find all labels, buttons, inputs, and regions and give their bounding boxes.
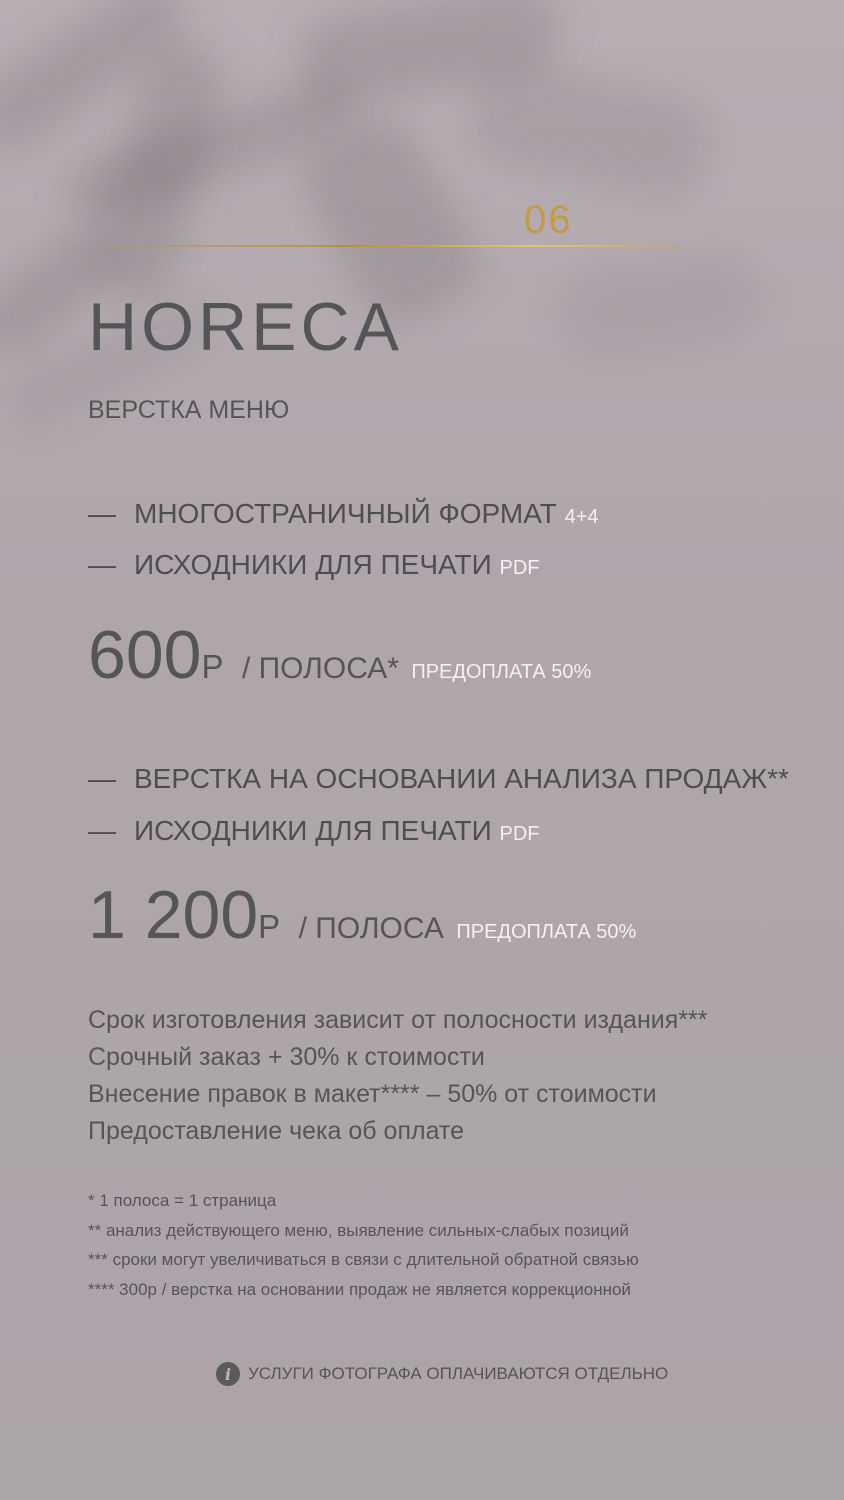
bullet-note: 4+4 [564, 506, 599, 528]
price-amount: 1 200 [88, 877, 259, 953]
offer2-bullet [88, 815, 540, 847]
page-subtitle: ВЕРСТКА МЕНЮ [88, 396, 290, 424]
info-icon: i [216, 1362, 240, 1386]
prepay-note: ПРЕДОПЛАТА 50% [456, 921, 637, 943]
price-currency: Р [201, 648, 224, 685]
footnote-item: * 1 полоса = 1 страница [88, 1191, 277, 1210]
dash-icon: — [88, 498, 116, 529]
bullet-text: ИСХОДНИКИ ДЛЯ ПЕЧАТИ [134, 549, 492, 580]
bullet-text: ИСХОДНИКИ ДЛЯ ПЕЧАТИ [134, 815, 492, 846]
info-note-text: УСЛУГИ ФОТОГРАФА ОПЛАЧИВАЮТСЯ ОТДЕЛЬНО [248, 1364, 669, 1383]
price-currency: Р [258, 908, 281, 945]
dash-icon: — [88, 549, 116, 580]
offer1-price [88, 616, 591, 694]
footnote-item: *** сроки могут увеличиваться в связи с длительной обратной связью [88, 1250, 639, 1269]
footnotes-list [88, 1186, 639, 1304]
bullet-note: PDF [499, 823, 540, 845]
condition-item: Внесение правок в макет**** – 50% от стоимости [88, 1080, 657, 1108]
conditions-list [88, 1002, 707, 1150]
condition-item: Срок изготовления зависит от полосности издания*** [88, 1006, 708, 1034]
offer1-bullet [88, 549, 540, 581]
bullet-text: МНОГОСТРАНИЧНЫЙ ФОРМАТ [134, 498, 557, 529]
footnote-item: **** 300р / верстка на основании продаж не является коррекционной [88, 1279, 631, 1299]
leaf-shadow [462, 56, 718, 204]
dash-icon: — [88, 763, 116, 794]
info-note [216, 1362, 668, 1386]
offer2-price [88, 876, 636, 954]
leaf-shadow [555, 247, 766, 364]
bullet-text: ВЕРСТКА НА ОСНОВАНИИ АНАЛИЗА ПРОДАЖ** [134, 763, 789, 794]
condition-item: Предоставление чека об оплате [88, 1117, 465, 1145]
divider-line [88, 245, 678, 247]
page-title: HORECA [88, 289, 403, 365]
price-per: / ПОЛОСА [298, 912, 444, 945]
bullet-note: PDF [499, 557, 540, 579]
page-number: 06 [524, 198, 573, 242]
dash-icon: — [88, 815, 116, 846]
price-amount: 600 [88, 617, 202, 693]
footnote-item: ** анализ действующего меню, выявление сильных-слабых позиций [88, 1220, 629, 1240]
condition-item: Срочный заказ + 30% к стоимости [88, 1043, 485, 1071]
offer2-bullet [88, 763, 789, 795]
offer1-bullet [88, 498, 599, 530]
prepay-note: ПРЕДОПЛАТА 50% [411, 661, 592, 683]
price-per: / ПОЛОСА* [241, 652, 399, 685]
